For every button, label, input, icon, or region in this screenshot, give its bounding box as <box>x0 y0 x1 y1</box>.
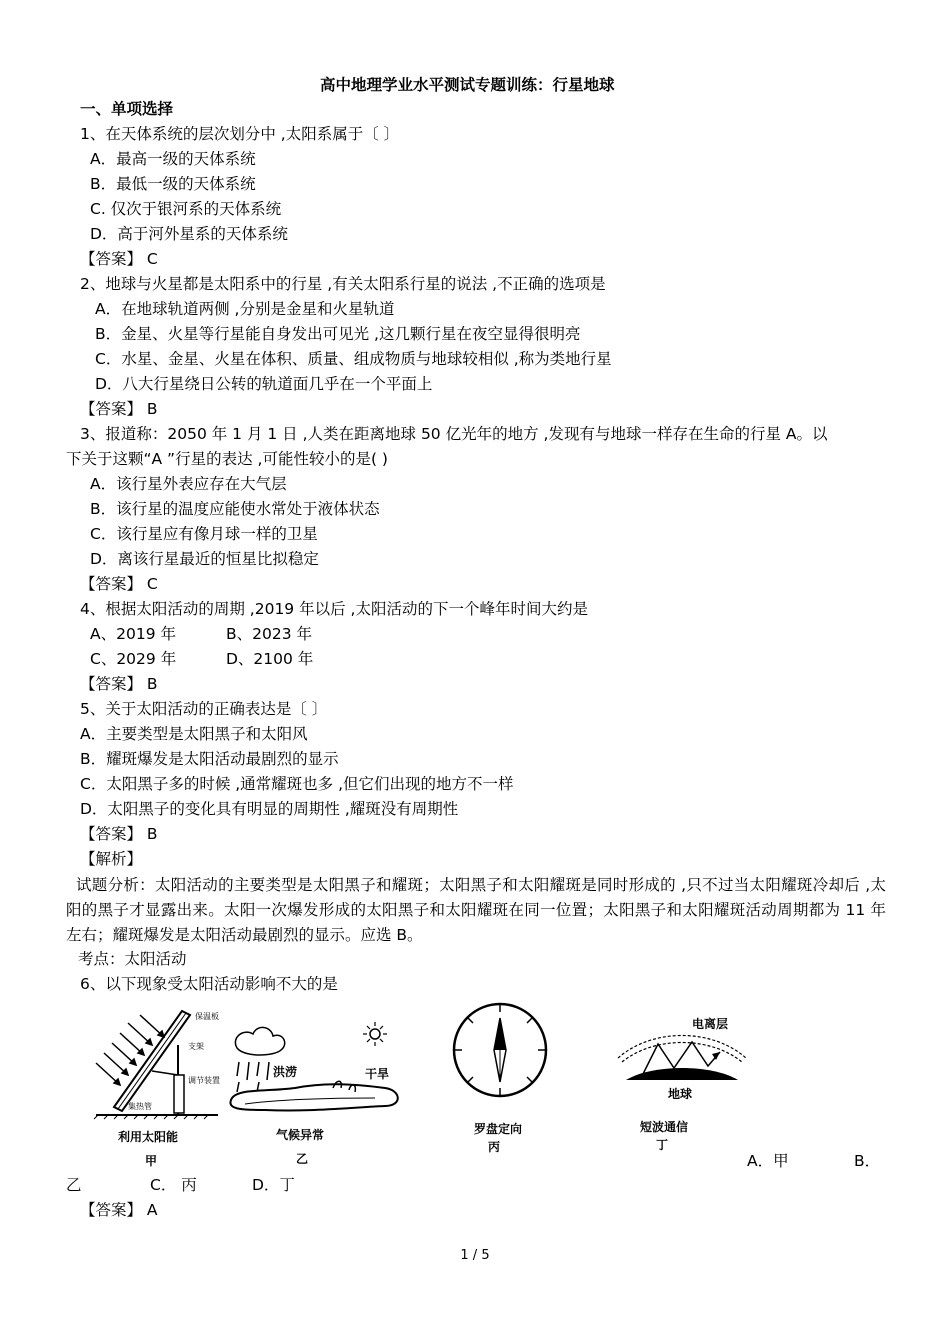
climate-illustration <box>225 1018 405 1118</box>
solar-heater-illustration <box>92 1005 222 1120</box>
figure-1-label: 甲 <box>145 1154 158 1168</box>
q6-option-d: D．丁 <box>252 1176 295 1194</box>
q2-answer: 【答案】 B <box>80 400 158 418</box>
q5-option-a: A．主要类型是太阳黑子和太阳风 <box>80 725 308 743</box>
question-3-stem-line2: 下关于这颗“A ”行星的表达 ,可能性较小的是( ) <box>66 450 388 468</box>
q3-answer: 【答案】 C <box>80 575 158 593</box>
q3-option-b: B．该行星的温度应能使水常处于液体状态 <box>90 500 380 518</box>
q1-answer: 【答案】 C <box>80 250 158 268</box>
q3-option-d: D．离该行星最近的恒星比拟稳定 <box>90 550 319 568</box>
q6-option-b-text: 乙 <box>66 1176 82 1194</box>
fig2-label-flood: 洪涝 <box>273 1065 298 1079</box>
figure-3-label: 丙 <box>488 1140 501 1154</box>
figure-4-caption: 短波通信 <box>640 1120 689 1134</box>
compass-illustration <box>445 1000 555 1100</box>
q4-answer: 【答案】 B <box>80 675 158 693</box>
q4-option-a: A、2019 年 <box>90 625 176 643</box>
fig1-label-zhijia: 支架 <box>188 1042 204 1051</box>
question-4-stem: 4、根据太阳活动的周期 ,2019 年以后 ,太阳活动的下一个峰年时间大约是 <box>80 600 588 618</box>
q4-option-d: D、2100 年 <box>226 650 314 668</box>
figure-solar-energy <box>92 1005 222 1120</box>
fig4-label-earth: 地球 <box>668 1087 693 1101</box>
figure-shortwave <box>612 1010 752 1102</box>
figure-4-label: 丁 <box>656 1138 669 1152</box>
q5-option-c: C．太阳黑子多的时候 ,通常耀斑也多 ,但它们出现的地方不一样 <box>80 775 514 793</box>
shortwave-illustration <box>612 1010 752 1102</box>
q4-option-c: C、2029 年 <box>90 650 177 668</box>
q6-answer: 【答案】 A <box>80 1201 158 1219</box>
fig1-label-tiaojie: 调节装置 <box>188 1076 220 1085</box>
q2-option-a: A．在地球轨道两侧 ,分别是金星和火星轨道 <box>95 300 395 318</box>
page-title: 高中地理学业水平测试专题训练：行星地球 <box>320 76 615 94</box>
figure-2-label: 乙 <box>296 1152 309 1166</box>
q6-option-b: B． <box>854 1152 881 1170</box>
fig1-label-baowenban: 保温板 <box>195 1012 219 1021</box>
q2-option-b: B．金星、火星等行星能自身发出可见光 ,这几颗行星在夜空显得很明亮 <box>95 325 581 343</box>
question-3-stem-line1: 3、报道称：2050 年 1 月 1 日 ,人类在距离地球 50 亿光年的地方 ,发现有与地球一样存在生命的行星 A。以 <box>80 425 828 443</box>
question-1-stem: 1、在天体系统的层次划分中 ,太阳系属于〔 〕 <box>80 125 400 143</box>
q5-option-d: D．太阳黑子的变化具有明显的周期性 ,耀斑没有周期性 <box>80 800 459 818</box>
figure-2-caption: 气候异常 <box>276 1128 325 1142</box>
q6-option-a: A．甲 <box>747 1152 789 1170</box>
q3-option-c: C．该行星应有像月球一样的卫星 <box>90 525 318 543</box>
figure-3-caption: 罗盘定向 <box>474 1122 523 1136</box>
q6-option-c: C． 丙 <box>150 1176 197 1194</box>
q2-option-d: D．八大行星绕日公转的轨道面几乎在一个平面上 <box>95 375 433 393</box>
q1-option-c: C. 仅次于银河系的天体系统 <box>90 200 282 218</box>
q5-analysis-text: 试题分析：太阳活动的主要类型是太阳黑子和耀斑；太阳黑子和太阳耀斑是同时形成的 ,只不过当太阳耀斑冷却后 ,太阳的黑子才显露出来。太阳一次爆发形成的太阳黑子和太阳耀斑在同一位置；太阳黑子和太阳耀斑活动周期都为 11 年左右；耀斑爆发是太阳活动最剧烈的显示。应选 B。 <box>66 876 886 944</box>
figure-compass <box>445 1000 555 1100</box>
q1-option-b: B．最低一级的天体系统 <box>90 175 256 193</box>
fig1-label-jireguan: 集热管 <box>128 1102 152 1111</box>
q4-option-b: B、2023 年 <box>226 625 313 643</box>
figure-climate <box>225 1018 405 1118</box>
q1-option-d: D．高于河外星系的天体系统 <box>90 225 288 243</box>
fig2-label-drought: 干旱 <box>365 1067 390 1081</box>
section-heading: 一、单项选择 <box>80 100 174 118</box>
q5-option-b: B．耀斑爆发是太阳活动最剧烈的显示 <box>80 750 339 768</box>
q5-analysis-label: 【解析】 <box>80 850 143 868</box>
page-number: 1 / 5 <box>460 1248 490 1263</box>
q5-kaodian: 考点：太阳活动 <box>78 950 187 968</box>
q2-option-c: C．水星、金星、火星在体积、质量、组成物质与地球较相似 ,称为类地行星 <box>95 350 612 368</box>
q5-answer: 【答案】 B <box>80 825 158 843</box>
fig4-label-ionosphere: 电离层 <box>692 1017 729 1031</box>
q1-option-a: A．最高一级的天体系统 <box>90 150 256 168</box>
question-5-stem: 5、关于太阳活动的正确表达是〔 〕 <box>80 700 328 718</box>
question-6-stem: 6、以下现象受太阳活动影响不大的是 <box>80 975 338 993</box>
question-2-stem: 2、地球与火星都是太阳系中的行星 ,有关太阳系行星的说法 ,不正确的选项是 <box>80 275 606 293</box>
figure-1-caption: 利用太阳能 <box>118 1130 179 1144</box>
q3-option-a: A．该行星外表应存在大气层 <box>90 475 287 493</box>
